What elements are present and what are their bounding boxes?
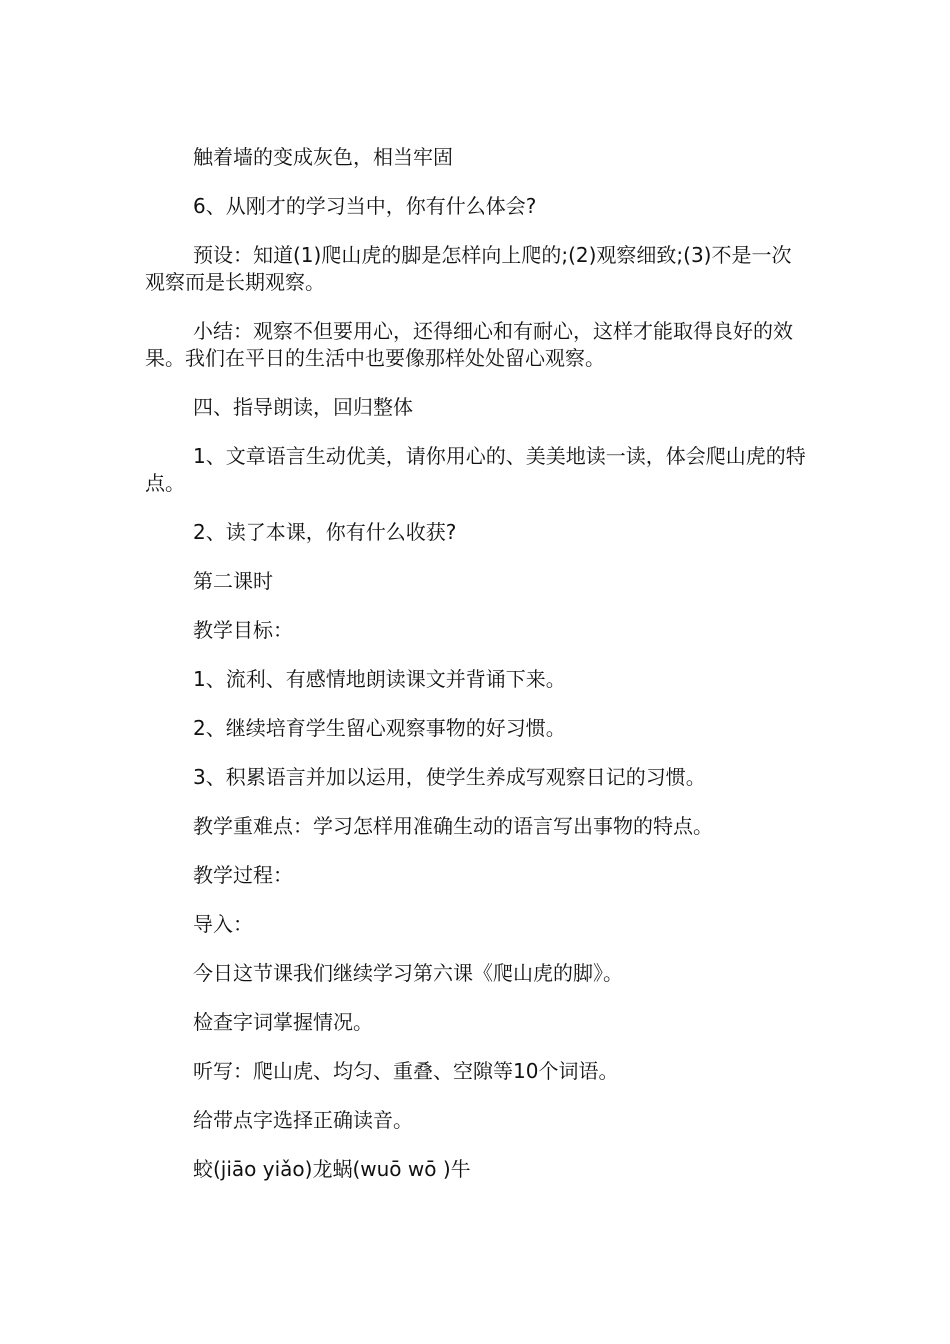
paragraph: 蛟(jiāo yiǎo)龙蜗(wuō wō )牛 <box>193 1157 471 1181</box>
paragraph: 听写：爬山虎、均匀、重叠、空隙等10个词语。 <box>193 1059 619 1083</box>
paragraph: 预设：知道(1)爬山虎的脚是怎样向上爬的;(2)观察细致;(3)不是一次观察而是长期观察。 <box>145 243 792 294</box>
paragraph: 触着墙的变成灰色，相当牢固 <box>193 145 453 169</box>
paragraph: 今日这节课我们继续学习第六课《爬山虎的脚》。 <box>193 961 623 985</box>
paragraph: 2、继续培育学生留心观察事物的好习惯。 <box>193 716 566 740</box>
paragraph: 给带点字选择正确读音。 <box>193 1108 413 1132</box>
paragraph: 教学重难点：学习怎样用准确生动的语言写出事物的特点。 <box>193 814 713 838</box>
paragraph: 2、读了本课，你有什么收获? <box>193 520 457 544</box>
section-heading: 四、指导朗读，回归整体 <box>193 395 413 419</box>
paragraph: 1、文章语言生动优美，请你用心的、美美地读一读，体会爬山虎的特点。 <box>145 444 806 495</box>
paragraph: 导入： <box>193 912 253 936</box>
lesson-heading: 第二课时 <box>193 569 273 593</box>
paragraph: 3、积累语言并加以运用，使学生养成写观察日记的习惯。 <box>193 765 706 789</box>
paragraph: 教学过程： <box>193 863 293 887</box>
paragraph: 教学目标： <box>193 618 293 642</box>
paragraph: 1、流利、有感情地朗读课文并背诵下来。 <box>193 667 566 691</box>
paragraph: 6、从刚才的学习当中，你有什么体会? <box>193 194 537 218</box>
paragraph: 检查字词掌握情况。 <box>193 1010 373 1034</box>
paragraph: 小结：观察不但要用心，还得细心和有耐心，这样才能取得良好的效果。我们在平日的生活中也要像那样处处留心观察。 <box>145 319 793 370</box>
document-body <box>145 144 810 1205</box>
